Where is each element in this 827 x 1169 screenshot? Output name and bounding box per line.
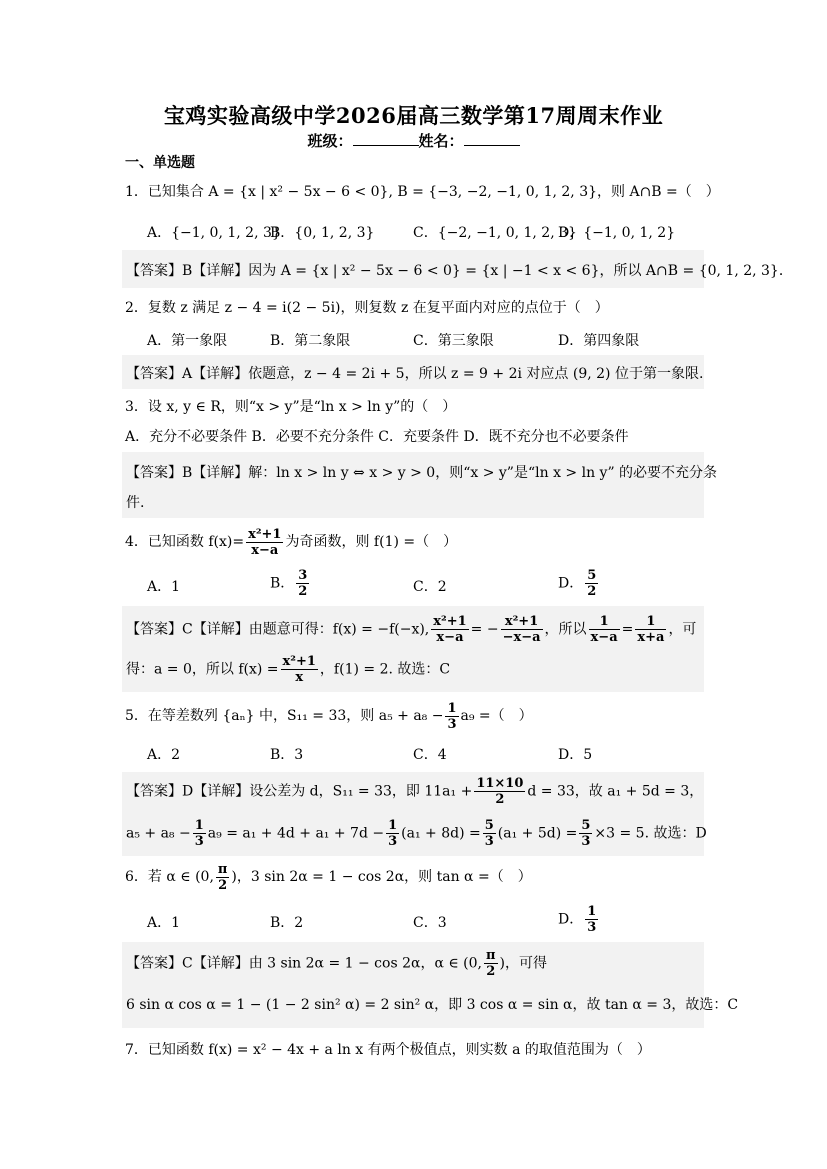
option-d: D．5 bbox=[558, 747, 593, 763]
option-c: C．2 bbox=[413, 579, 447, 595]
question-4-answer: 【答案】C【详解】由题意可得：f(x) = −f(−x), $\frac{\text{x²+1}}{x-a}$ = − $\frac{\text{x²+1}}{-x-a}$ ，所以 $\frac{1}{x-a}$ = $\frac{1}{x+a}$ ，可 得：a = 0，所以 f(x) = $\frac{\text{x²+1}}{x}$ ，f(1) = 2. 故选：C bbox=[122, 606, 704, 692]
option-a: A．2 bbox=[147, 747, 181, 763]
option-b: B． $\frac{3}{2}$ bbox=[270, 568, 308, 599]
name-label: 姓名： bbox=[418, 132, 464, 150]
option-d: D．第四象限 bbox=[558, 333, 640, 349]
fraction: $\frac{\text{x²+1}}{x-a}$ bbox=[248, 526, 282, 558]
question-6-options bbox=[125, 904, 705, 940]
option-a: A．{−1, 0, 1, 2, 3} bbox=[147, 225, 281, 241]
question-1-answer: 【答案】B【详解】因为 A = {x | x² − 5x − 6 < 0} = {x | −1 < x < 6}，所以 A∩B = {0, 1, 2, 3}． bbox=[122, 250, 704, 288]
question-2-stem: 2．复数 z 满足 z − 4 = i(2 − 5i)，则复数 z 在复平面内对应的点位于（ ） bbox=[125, 300, 609, 316]
student-info-line bbox=[0, 130, 827, 151]
question-3-stem: 3．设 x, y ∈ R，则“x > y”是“ln x > ln y”的（ ） bbox=[125, 399, 457, 415]
option-a: A．1 bbox=[147, 579, 181, 595]
section-title: 一、单选题 bbox=[125, 155, 195, 171]
option-c: C．{−2, −1, 0, 1, 2, 3} bbox=[413, 225, 577, 241]
option-d: D． $\frac{5}{2}$ bbox=[558, 568, 597, 599]
option-c: C．3 bbox=[413, 915, 447, 931]
question-1-stem: 1．已知集合 A = {x | x² − 5x − 6 < 0}, B = {−3, −2, −1, 0, 1, 2, 3}，则 A∩B =（ ） bbox=[125, 184, 720, 200]
option-c: C．4 bbox=[413, 747, 447, 763]
class-blank bbox=[353, 131, 419, 146]
option-b: B．{0, 1, 2, 3} bbox=[270, 225, 375, 241]
question-5-stem: 5．在等差数列 {aₙ} 中，S₁₁ = 33，则 a₅ + a₈ − $\frac{1}{3}$ a₉ =（ ） bbox=[125, 700, 533, 732]
question-6-answer: 【答案】C【详解】由 3 sin 2α = 1 − cos 2α，α ∈ (0, $\frac{\pi}{2}$ )，可得 6 sin α cos α = 1 − (1 − 2 sin² α) = 2 sin² α，即 3 cos α = sin α，故 tan α = 3，故选：C bbox=[122, 942, 704, 1028]
option-b: B．2 bbox=[270, 915, 304, 931]
option-b: B．第二象限 bbox=[270, 333, 351, 349]
option-c: C．第三象限 bbox=[413, 333, 494, 349]
option-d: D．{−1, 0, 1, 2} bbox=[558, 225, 676, 241]
page-title: 宝鸡实验高级中学2026届高三数学第17周周末作业 bbox=[163, 103, 664, 128]
class-label: 班级： bbox=[307, 132, 353, 150]
option-d: D． $\frac{1}{3}$ bbox=[558, 904, 597, 935]
question-3-answer: 【答案】B【详解】解：ln x > ln y ⇔ x > y > 0，则“x > y”是“ln x > ln y” 的必要不充分条 件. bbox=[122, 452, 704, 518]
option-b: B．3 bbox=[270, 747, 304, 763]
question-6-stem: 6．若 α ∈ (0, $\frac{\pi}{2}$ )，3 sin 2α = 1 − cos 2α，则 tan α =（ ） bbox=[125, 861, 532, 893]
question-5-answer: 【答案】D【详解】设公差为 d，S₁₁ = 33，即 11a₁ + $\frac{11\times 10}{2}$ d = 33，故 a₁ + 5d = 3， a₅ + a₈ − $\frac{1}{3}$ a₉ = a₁ + 4d + a₁ + 7d − $\frac{1}{3}$ (a₁ + 8d) = $\frac{5}{3}$ (a₁ + 5d) = $\frac{5}{3}$ ×3 = 5. 故选：D bbox=[122, 772, 704, 856]
question-4-stem: 4．已知函数 f(x)= $\frac{\text{x²+1}}{x-a}$ 为奇函数，则 f(1) =（ ） bbox=[125, 526, 458, 558]
option-a: A．第一象限 bbox=[147, 333, 228, 349]
question-2-answer: 【答案】A【详解】依题意，z − 4 = 2i + 5，所以 z = 9 + 2i 对应点 (9, 2) 位于第一象限. bbox=[122, 355, 704, 389]
question-4-options bbox=[125, 568, 705, 604]
option-a: A．1 bbox=[147, 915, 181, 931]
question-3-options: A．充分不必要条件 B．必要不充分条件 C．充要条件 D．既不充分也不必要条件 bbox=[125, 429, 629, 445]
name-blank bbox=[464, 131, 520, 146]
question-7-stem: 7．已知函数 f(x) = x² − 4x + a ln x 有两个极值点，则实数 a 的取值范围为（ ） bbox=[125, 1042, 651, 1058]
